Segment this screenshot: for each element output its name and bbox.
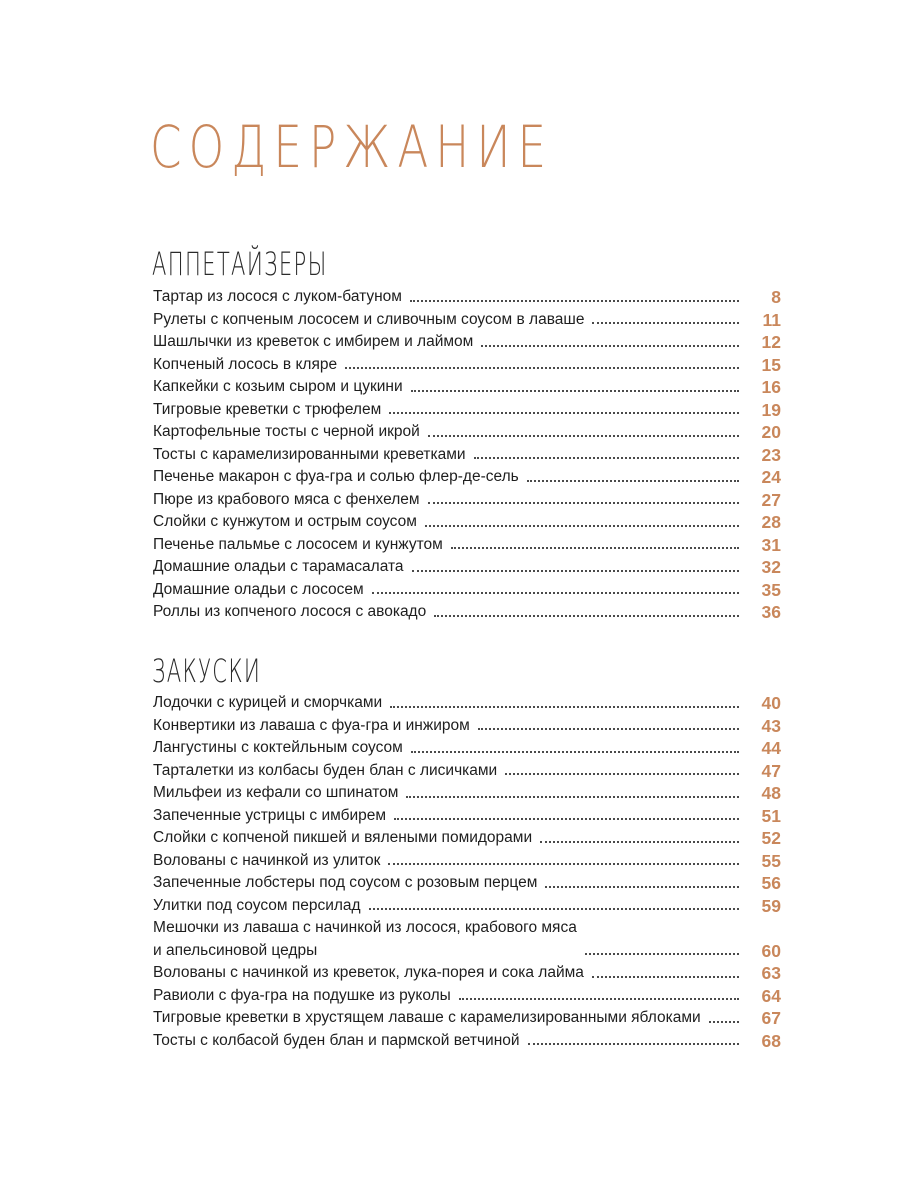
toc-entry-title: Пюре из крабового мяса с фенхелем bbox=[153, 490, 420, 508]
dot-leader bbox=[505, 773, 739, 775]
toc-entry bbox=[153, 466, 781, 489]
dot-leader bbox=[345, 367, 739, 369]
toc-page-number: 28 bbox=[761, 512, 781, 532]
dot-leader bbox=[390, 706, 739, 708]
dot-leader bbox=[406, 796, 739, 798]
dot-leader bbox=[592, 976, 739, 978]
toc-page-number: 44 bbox=[761, 738, 781, 758]
toc-page-number: 23 bbox=[761, 444, 781, 465]
toc-entry-title: Волованы с начинкой из улиток bbox=[153, 851, 381, 869]
toc-entry-title: Запеченные лобстеры под соусом с розовым перцем bbox=[153, 874, 538, 891]
toc-entry bbox=[153, 511, 781, 534]
toc-entry-title: Мешочки из лаваша с начинкой из лосося, крабового мяса и апельсиновой цедры bbox=[153, 919, 577, 959]
toc-entry bbox=[153, 444, 781, 467]
dot-leader bbox=[478, 728, 739, 730]
toc-entry bbox=[153, 760, 781, 783]
dot-leader bbox=[545, 886, 739, 888]
toc-page-number: 43 bbox=[761, 715, 781, 736]
toc-entry-title: Печенье пальмье с лососем и кунжутом bbox=[153, 535, 443, 553]
toc-page-number: 20 bbox=[761, 422, 781, 442]
toc-page-number: 40 bbox=[761, 693, 781, 713]
toc-entry-title: Домашние оладьи с тарамасалата bbox=[153, 558, 404, 575]
toc-entry bbox=[153, 1007, 781, 1030]
page-title: СОДЕРЖАНИЕ bbox=[150, 113, 554, 181]
toc-entry bbox=[153, 376, 781, 399]
toc-entry-title: Мильфеи из кефали со шпинатом bbox=[153, 784, 399, 801]
dot-leader bbox=[528, 1043, 739, 1045]
toc-entry bbox=[153, 872, 781, 895]
dot-leader bbox=[434, 615, 739, 617]
toc-page-number: 35 bbox=[761, 579, 781, 600]
dot-leader bbox=[709, 1021, 739, 1023]
section-heading-appetizers: АППЕТАЙЗЕРЫ bbox=[152, 245, 328, 283]
toc-entry bbox=[153, 601, 781, 624]
toc-entry-title: Тигровые креветки в хрустящем лаваше с карамелизированными яблоками bbox=[153, 1009, 701, 1026]
toc-page-number: 27 bbox=[761, 489, 781, 510]
dot-leader bbox=[481, 345, 739, 347]
dot-leader bbox=[410, 300, 739, 302]
toc-entry-title: Конвертики из лаваша с фуа-гра и инжиром bbox=[153, 716, 470, 734]
dot-leader bbox=[585, 953, 739, 955]
toc-entry bbox=[153, 805, 781, 828]
toc-page-number: 63 bbox=[761, 963, 781, 983]
toc-page-number: 56 bbox=[761, 873, 781, 893]
toc-entry bbox=[153, 850, 781, 873]
toc-page-number: 15 bbox=[761, 354, 781, 375]
toc-entry-title: Слойки с копченой пикшей и вялеными помидорами bbox=[153, 829, 533, 846]
toc-page-number: 67 bbox=[761, 1008, 781, 1028]
toc-entry bbox=[153, 489, 781, 512]
toc-entry bbox=[153, 895, 781, 918]
dot-leader bbox=[527, 480, 739, 482]
toc-page-number: 16 bbox=[761, 377, 781, 397]
toc-page-number: 51 bbox=[761, 805, 781, 826]
toc-page-number: 48 bbox=[761, 783, 781, 803]
dot-leader bbox=[425, 525, 739, 527]
toc-page-number: 24 bbox=[761, 467, 781, 487]
toc-entry bbox=[153, 579, 781, 602]
dot-leader bbox=[388, 863, 739, 865]
dot-leader bbox=[474, 457, 739, 459]
dot-leader bbox=[592, 322, 739, 324]
toc-entry-title: Печенье макарон с фуа-гра и солью флер-де-сель bbox=[153, 468, 519, 485]
toc-page-number: 47 bbox=[761, 760, 781, 781]
toc-entry bbox=[153, 354, 781, 377]
toc-entry bbox=[153, 737, 781, 760]
dot-leader bbox=[428, 435, 739, 437]
toc-page-number: 36 bbox=[761, 602, 781, 622]
section-heading-snacks: ЗАКУСКИ bbox=[152, 652, 262, 690]
toc-entry bbox=[153, 399, 781, 422]
toc-entry bbox=[153, 331, 781, 354]
toc-page-number: 12 bbox=[761, 332, 781, 352]
toc-entry-title: Лодочки с курицей и сморчками bbox=[153, 694, 383, 711]
dot-leader bbox=[412, 570, 739, 572]
toc-page-number: 59 bbox=[761, 895, 781, 916]
toc-page-number: 11 bbox=[762, 309, 781, 330]
toc-entry-title: Тарталетки из колбасы буден блан с лисичками bbox=[153, 761, 498, 779]
dot-leader bbox=[459, 998, 739, 1000]
toc-entry-title: Лангустины с коктейльным соусом bbox=[153, 739, 403, 756]
toc-page-number: 64 bbox=[761, 985, 781, 1006]
toc-page-number: 31 bbox=[761, 534, 781, 555]
toc-entry bbox=[153, 534, 781, 557]
toc-entry-title: Тосты с колбасой буден блан и пармской ветчиной bbox=[153, 1031, 520, 1049]
toc-page-number: 32 bbox=[761, 557, 781, 577]
toc-entry-title: Улитки под соусом персилад bbox=[153, 896, 361, 914]
toc-entry bbox=[153, 827, 781, 850]
toc-entry bbox=[153, 962, 781, 985]
toc-entry bbox=[153, 286, 781, 309]
toc-entry-title: Волованы с начинкой из креветок, лука-порея и сока лайма bbox=[153, 964, 584, 981]
toc-entry-title: Рулеты с копченым лососем и сливочным соусом в лаваше bbox=[153, 310, 585, 328]
toc-entry-title: Роллы из копченого лосося с авокадо bbox=[153, 603, 427, 620]
toc-page-number: 19 bbox=[761, 399, 781, 420]
toc-page-number: 55 bbox=[761, 850, 781, 871]
dot-leader bbox=[540, 841, 739, 843]
toc-entry-title: Тартар из лосося с луком-батуном bbox=[153, 288, 402, 305]
dot-leader bbox=[389, 412, 739, 414]
toc-entry-title: Тигровые креветки с трюфелем bbox=[153, 400, 382, 418]
toc-page-number: 60 bbox=[761, 940, 781, 961]
toc-entry-title: Капкейки с козьим сыром и цукини bbox=[153, 378, 403, 395]
dot-leader bbox=[369, 908, 739, 910]
toc-entry bbox=[153, 715, 781, 738]
toc-page-number: 68 bbox=[761, 1030, 781, 1051]
toc-entry bbox=[153, 421, 781, 444]
dot-leader bbox=[451, 547, 739, 549]
toc-entry bbox=[153, 556, 781, 579]
toc-page-number: 8 bbox=[771, 287, 781, 307]
dot-leader bbox=[372, 592, 739, 594]
toc-list-appetizers bbox=[153, 286, 781, 624]
toc-entry-title: Запеченные устрицы с имбирем bbox=[153, 806, 387, 824]
toc-entry-title: Домашние оладьи с лососем bbox=[153, 580, 364, 598]
toc-entry bbox=[153, 309, 781, 332]
toc-entry-title: Равиоли с фуа-гра на подушке из руколы bbox=[153, 986, 451, 1004]
toc-entry bbox=[153, 692, 781, 715]
dot-leader bbox=[394, 818, 739, 820]
toc-entry-title: Слойки с кунжутом и острым соусом bbox=[153, 513, 417, 530]
toc-page-number: 52 bbox=[761, 828, 781, 848]
toc-entry bbox=[153, 917, 781, 962]
toc-list-snacks bbox=[153, 692, 781, 1052]
toc-entry-title: Шашлычки из креветок с имбирем и лаймом bbox=[153, 333, 474, 350]
dot-leader bbox=[411, 751, 739, 753]
toc-entry-title: Тосты с карамелизированными креветками bbox=[153, 445, 466, 463]
toc-entry bbox=[153, 985, 781, 1008]
toc-entry bbox=[153, 782, 781, 805]
toc-entry bbox=[153, 1030, 781, 1053]
dot-leader bbox=[428, 502, 739, 504]
toc-entry-title: Копченый лосось в кляре bbox=[153, 355, 338, 373]
toc-entry-title: Картофельные тосты с черной икрой bbox=[153, 423, 420, 440]
dot-leader bbox=[411, 390, 739, 392]
